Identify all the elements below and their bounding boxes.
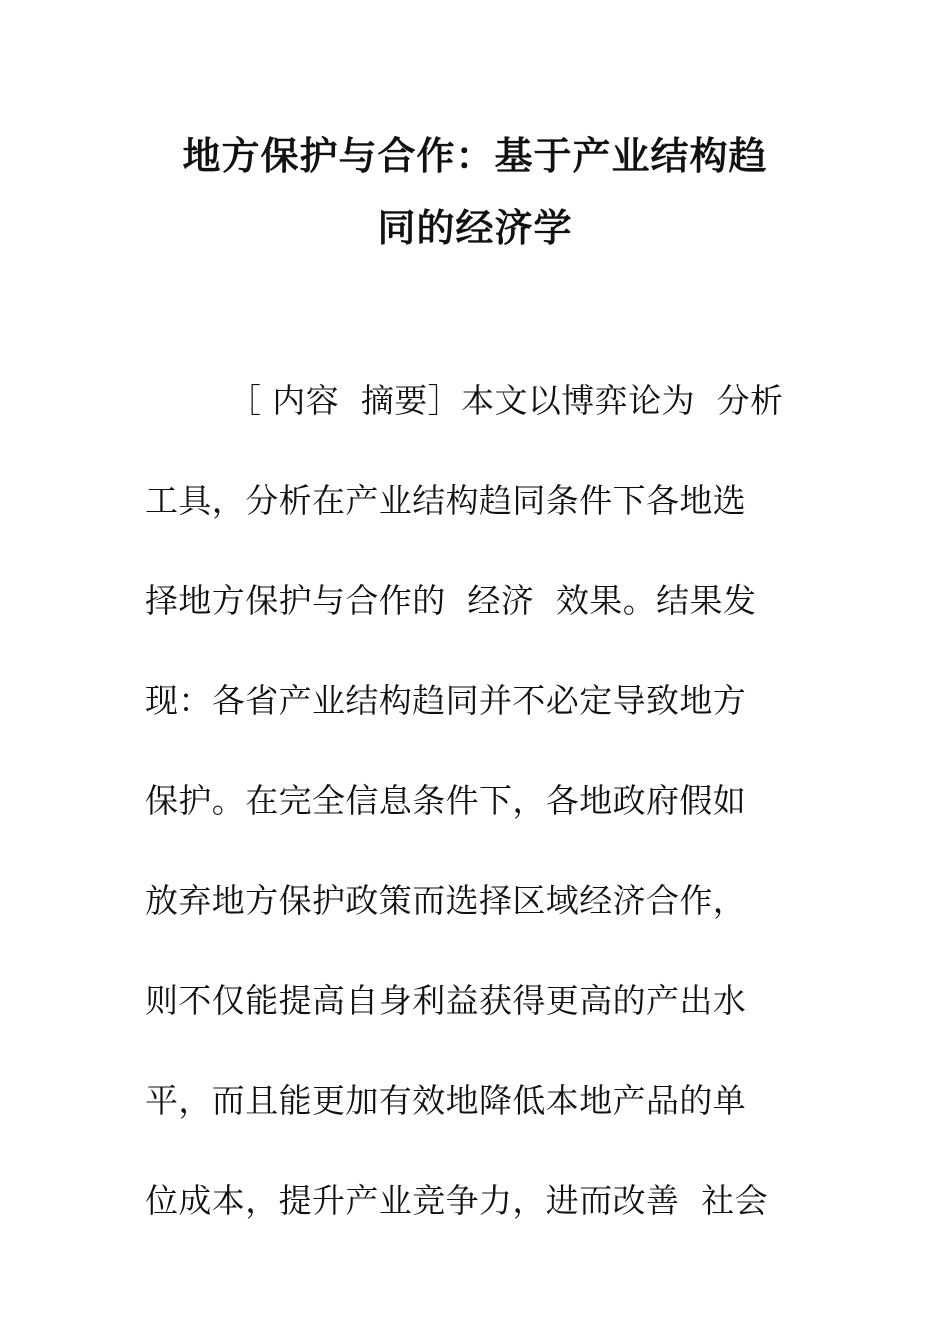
- document-title-line-2: 同的经济学: [377, 206, 573, 250]
- abstract-line-7: 则不仅能提高自身利益获得更高的产出水: [145, 981, 747, 1020]
- abstract-line-6: 放弃地方保护政策而选择区域经济合作，: [145, 881, 747, 920]
- document-title-line-1: 地方保护与合作：基于产业结构趋: [182, 134, 768, 178]
- abstract-line-9: 位成本，提升产业竞争力，进而改善 社会: [145, 1181, 768, 1220]
- abstract-line-5: 保护。在完全信息条件下，各地政府假如: [145, 781, 747, 820]
- abstract-line-1: ［ 内容 摘要］本文以博弈论为 分析: [228, 381, 784, 420]
- abstract-line-3: 择地方保护与合作的 经济 效果。结果发: [145, 581, 757, 620]
- abstract-line-8: 平，而且能更加有效地降低本地产品的单: [145, 1081, 747, 1120]
- abstract-line-4: 现：各省产业结构趋同并不必定导致地方: [145, 681, 747, 720]
- abstract-line-2: 工具，分析在产业结构趋同条件下各地选: [145, 481, 747, 520]
